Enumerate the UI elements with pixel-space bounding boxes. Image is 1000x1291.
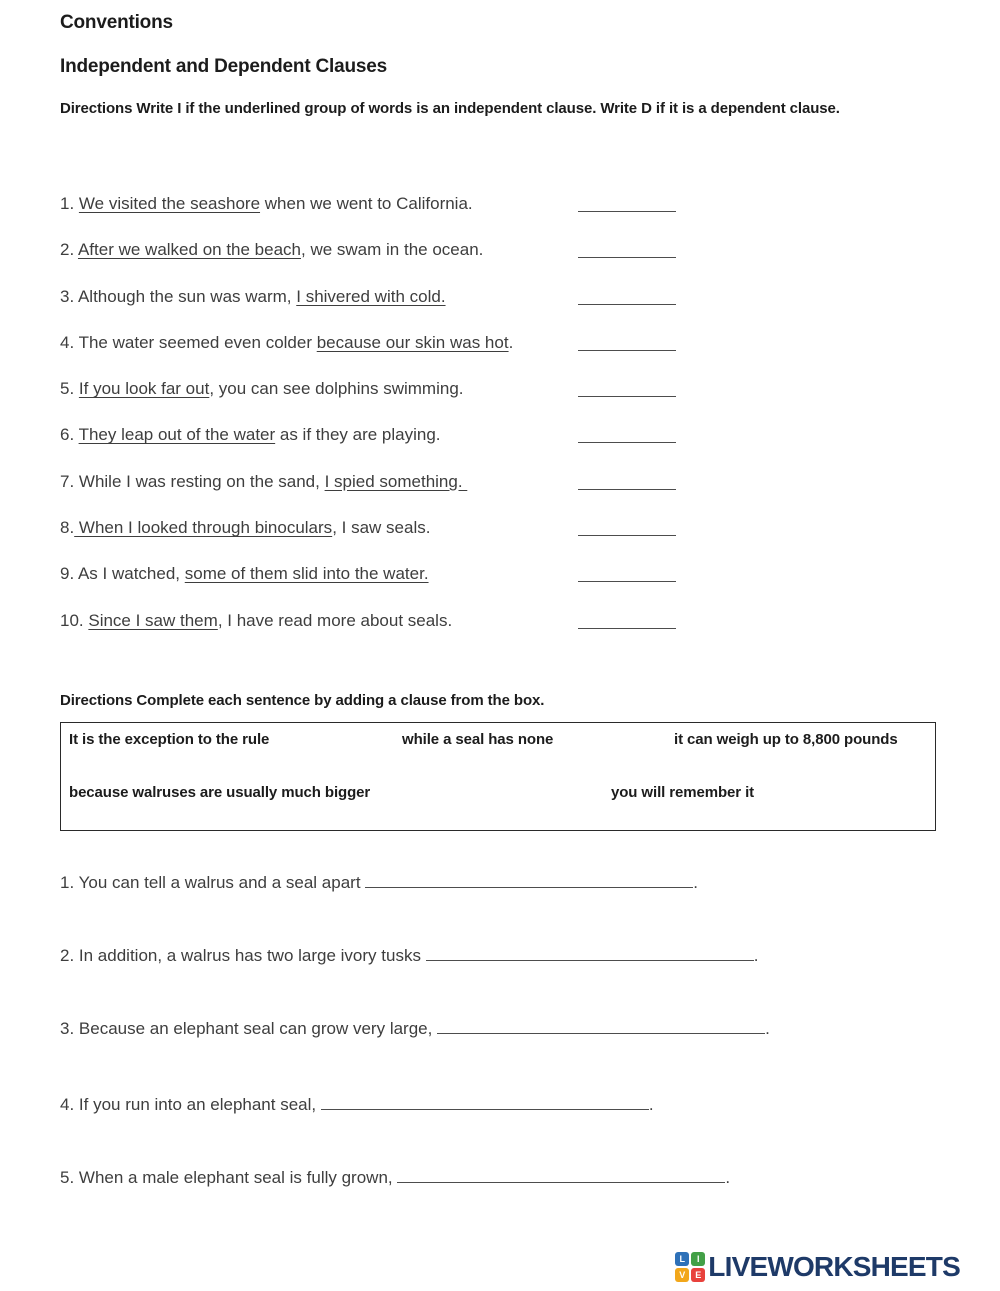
completion-blank-3[interactable] xyxy=(437,1019,765,1034)
question-text: 9. As I watched, some of them slid into the water. xyxy=(60,564,429,584)
liveworksheets-logo[interactable] xyxy=(675,1251,960,1283)
sentence-stem: 4. If you run into an elephant seal, xyxy=(60,1095,321,1114)
question-text: 7. While I was resting on the sand, I spied something. xyxy=(60,471,468,491)
question-row-10 xyxy=(60,610,960,656)
box-phrase: it can weigh up to 8,800 pounds xyxy=(674,731,898,748)
liveworksheets-tiles-icon xyxy=(675,1252,705,1282)
clause-word-box xyxy=(60,722,936,831)
sentence-period: . xyxy=(753,946,759,965)
answer-blank-5[interactable] xyxy=(578,381,676,397)
question-text: 3. Although the sun was warm, I shivered with cold. xyxy=(60,286,446,306)
underlined-clause: After we walked on the beach xyxy=(77,240,301,260)
completion-blank-2[interactable] xyxy=(426,946,754,961)
question-row-7 xyxy=(60,471,960,517)
sentence-period: . xyxy=(765,1019,770,1038)
question-row-4 xyxy=(60,332,960,378)
completion-blank-5[interactable] xyxy=(397,1168,725,1183)
answer-blank-1[interactable] xyxy=(578,196,676,212)
question-row-2 xyxy=(60,239,960,285)
box-phrase: because walruses are usually much bigger xyxy=(69,784,371,801)
question-text: 6. They leap out of the water as if they are playing. xyxy=(60,425,441,445)
answer-blank-6[interactable] xyxy=(578,427,676,443)
box-phrase: you will remember it xyxy=(611,784,755,801)
completion-row-4 xyxy=(60,1094,654,1116)
question-text: 10. Since I saw them, I have read more about seals. xyxy=(60,610,453,630)
completion-row-5 xyxy=(60,1167,730,1189)
question-row-9 xyxy=(60,563,960,609)
question-text: 4. The water seemed even colder because our skin was hot. xyxy=(60,332,514,352)
question-row-3 xyxy=(60,286,960,332)
underlined-clause: because our skin was hot xyxy=(316,332,509,352)
page-title: Conventions xyxy=(60,12,173,33)
underlined-clause: They leap out of the water xyxy=(78,425,276,445)
question-row-6 xyxy=(60,424,960,470)
sentence-period: . xyxy=(648,1095,654,1114)
completion-row-1 xyxy=(60,872,698,894)
directions-part1: Directions Write I if the underlined group of words is an independent clause. Write D if it is a dependent clause. xyxy=(60,100,840,117)
answer-blank-2[interactable] xyxy=(578,242,676,258)
completion-blank-4[interactable] xyxy=(321,1095,649,1110)
logo-tile-v: V xyxy=(675,1268,689,1282)
question-row-5 xyxy=(60,378,960,424)
sentence-period: . xyxy=(725,1168,731,1187)
answer-blank-3[interactable] xyxy=(578,289,676,305)
question-row-1 xyxy=(60,193,960,239)
sentence-stem: 5. When a male elephant seal is fully grown, xyxy=(60,1168,398,1187)
underlined-clause: I spied something. xyxy=(324,471,468,491)
underlined-clause: We visited the seashore xyxy=(78,194,261,213)
underlined-clause: some of them slid into the water. xyxy=(184,564,429,584)
question-text: 8. When I looked through binoculars, I saw seals. xyxy=(60,518,431,538)
clause-identification-list xyxy=(60,193,960,656)
completion-row-2 xyxy=(60,945,758,967)
directions-part2: Directions Complete each sentence by adding a clause from the box. xyxy=(60,692,545,709)
answer-blank-10[interactable] xyxy=(578,613,676,629)
box-phrase: while a seal has none xyxy=(402,731,554,748)
answer-blank-8[interactable] xyxy=(578,520,676,536)
question-row-8 xyxy=(60,517,960,563)
question-text: 2. After we walked on the beach, we swam in the ocean. xyxy=(60,240,484,260)
underlined-clause: I shivered with cold. xyxy=(296,286,446,306)
question-text: 5. If you look far out, you can see dolphins swimming. xyxy=(60,379,464,399)
answer-blank-7[interactable] xyxy=(578,474,676,490)
answer-blank-9[interactable] xyxy=(578,566,676,582)
box-phrase: It is the exception to the rule xyxy=(69,731,270,748)
answer-blank-4[interactable] xyxy=(578,335,676,351)
sentence-stem: 2. In addition, a walrus has two large ivory tusks xyxy=(60,946,426,965)
underlined-clause: Since I saw them xyxy=(88,610,218,630)
sentence-period: . xyxy=(693,873,698,892)
completion-row-3 xyxy=(60,1018,770,1040)
sentence-stem: 1. You can tell a walrus and a seal apart xyxy=(60,873,366,892)
question-text: 1. We visited the seashore when we went to California. xyxy=(60,194,473,213)
sentence-stem: 3. Because an elephant seal can grow very large, xyxy=(60,1019,438,1038)
underlined-clause: If you look far out xyxy=(78,379,210,399)
completion-blank-1[interactable] xyxy=(365,873,693,888)
logo-tile-l: L xyxy=(675,1252,689,1266)
liveworksheets-wordmark: LIVEWORKSHEETS xyxy=(708,1251,960,1282)
worksheet-subtitle: Independent and Dependent Clauses xyxy=(60,56,388,77)
logo-tile-i: I xyxy=(691,1252,705,1266)
underlined-clause: When I looked through binoculars xyxy=(74,518,333,538)
logo-tile-e: E xyxy=(691,1268,705,1282)
